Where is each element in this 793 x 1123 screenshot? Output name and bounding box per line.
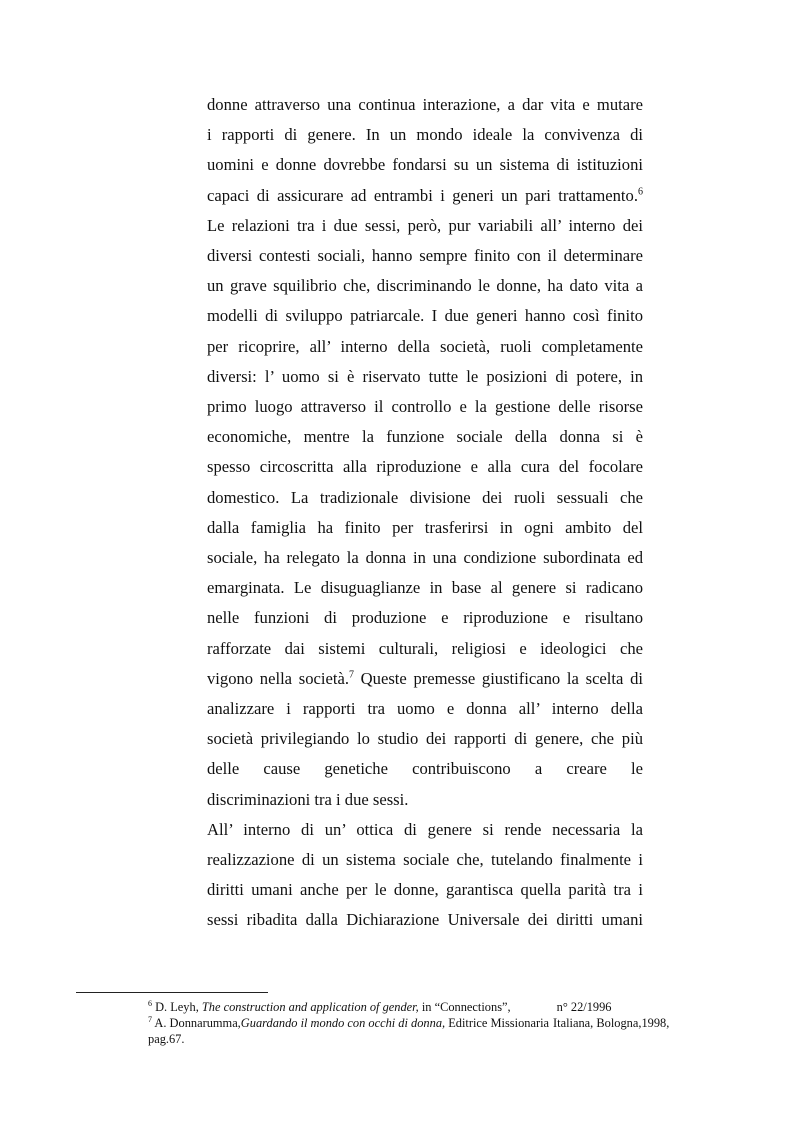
body-line [207,186,643,206]
body-line [207,608,643,628]
body-line [207,246,643,266]
body-line [207,910,643,930]
body-line-text: domestico. La tradizionale divisione dei ruoli sessuali che [207,487,643,507]
body-line-text: sessi ribadita dalla Dichiarazione Universale dei diritti umani [207,910,643,930]
body-line-text: diversi contesti sociali, hanno sempre finito con il determinare [207,246,643,265]
body-line [207,850,643,870]
body-line [207,790,643,810]
body-line-text: società privilegiando lo studio dei rapporti di genere, che più [207,729,643,749]
body-line [207,759,643,779]
body-line-text: rafforzate dai sistemi culturali, religiosi e ideologici che [207,638,643,658]
footnote-7-number: 7 [148,1014,152,1024]
body-line [207,548,643,568]
body-line-text: vigono nella società. [207,668,349,688]
body-line [207,669,643,689]
body-line [207,397,643,417]
body-line-text: delle cause genetiche contribuiscono a creare le [207,759,643,779]
footnote-7-line2: pag.67. [148,1032,185,1046]
body-line [207,880,643,900]
footnote-6-number: 6 [148,998,152,1008]
body-line [207,125,643,145]
body-line-text: economiche, mentre la funzione sociale della donna si è [207,427,643,447]
body-line [207,306,643,326]
body-line [207,216,643,236]
footnote-6-tail: n° 22/1996 [556,1000,612,1014]
body-line [207,337,643,357]
body-line [207,488,643,508]
body-line-text: un grave squilibrio che, discriminando le donne, ha dato vita a [207,276,643,296]
body-line-text: uomini e donne dovrebbe fondarsi su un sistema di istituzioni [207,155,643,175]
body-line [207,95,643,115]
footnote-separator [76,992,268,993]
footnote-6-post: in “Connections”, [418,1000,511,1014]
body-line [207,729,643,749]
footnote-7-continuation [148,1032,184,1047]
body-line [207,457,643,477]
footnote-6-pre: D. Leyh, [152,1000,202,1014]
body-line-text: per ricoprire, all’ interno della società, ruoli completamente [207,336,643,356]
body-line [207,155,643,175]
body-line-text: All’ interno di un’ ottica di genere si rende necessaria la [207,819,643,839]
body-line-text-after: Queste premesse giustificano la scelta di [353,668,643,688]
body-line-text: Le relazioni tra i due sessi, però, pur variabili all’ interno dei [207,215,643,235]
body-line-text: diversi: l’ uomo si è riservato tutte le posizioni di potere, in [207,366,643,386]
footnote-7 [148,1016,669,1031]
body-line-text: modelli di sviluppo patriarcale. I due generi hanno così finito [207,306,643,326]
footnote-7-post: Editrice Missionaria [445,1016,550,1030]
body-line-text: nelle funzioni di produzione e riproduzione e risultano [207,608,643,628]
body-line [207,427,643,447]
body-line [207,367,643,387]
body-line [207,518,643,538]
body-line-text: sociale, ha relegato la donna in una condizione subordinata ed [207,548,643,567]
footnote-7-title: Guardando il mondo con occhi di donna, [240,1016,446,1030]
body-line [207,699,643,719]
body-line [207,276,643,296]
body-line-text: i rapporti di genere. In un mondo ideale la convivenza di [207,125,643,145]
body-line [207,820,643,840]
footnote-reference: 7 [348,669,354,681]
body-line-text: diritti umani anche per le donne, garantisca quella parità tra i [207,880,643,900]
footnote-6-title: The construction and application of gender, [201,1000,419,1014]
footnote-reference: 6 [638,186,643,198]
body-line-text: emarginata. Le disuguaglianze in base al genere si radicano [207,578,643,598]
footnote-7-pre: A. Donnarumma, [152,1016,241,1030]
body-line-text: dalla famiglia ha finito per trasferirsi in ogni ambito del [207,517,643,537]
body-line [207,639,643,659]
body-line [207,578,643,598]
body-line-text: realizzazione di un sistema sociale che, tutelando finalmente i [207,850,643,869]
body-line-text: donne attraverso una continua interazione, a dar vita e mutare [207,95,643,114]
footnote-6 [148,1000,612,1015]
body-line-text: analizzare i rapporti tra uomo e donna all’ interno della [207,699,643,718]
body-line-text: primo luogo attraverso il controllo e la gestione delle risorse [207,397,643,416]
body-line-text: spesso circoscritta alla riproduzione e alla cura del focolare [207,457,643,477]
footnote-7-tail: Italiana, Bologna,1998, [553,1016,670,1030]
body-line-text: discriminazioni tra i due sessi. [207,789,409,809]
body-line-text: capaci di assicurare ad entrambi i generi un pari trattamento. [207,185,638,205]
